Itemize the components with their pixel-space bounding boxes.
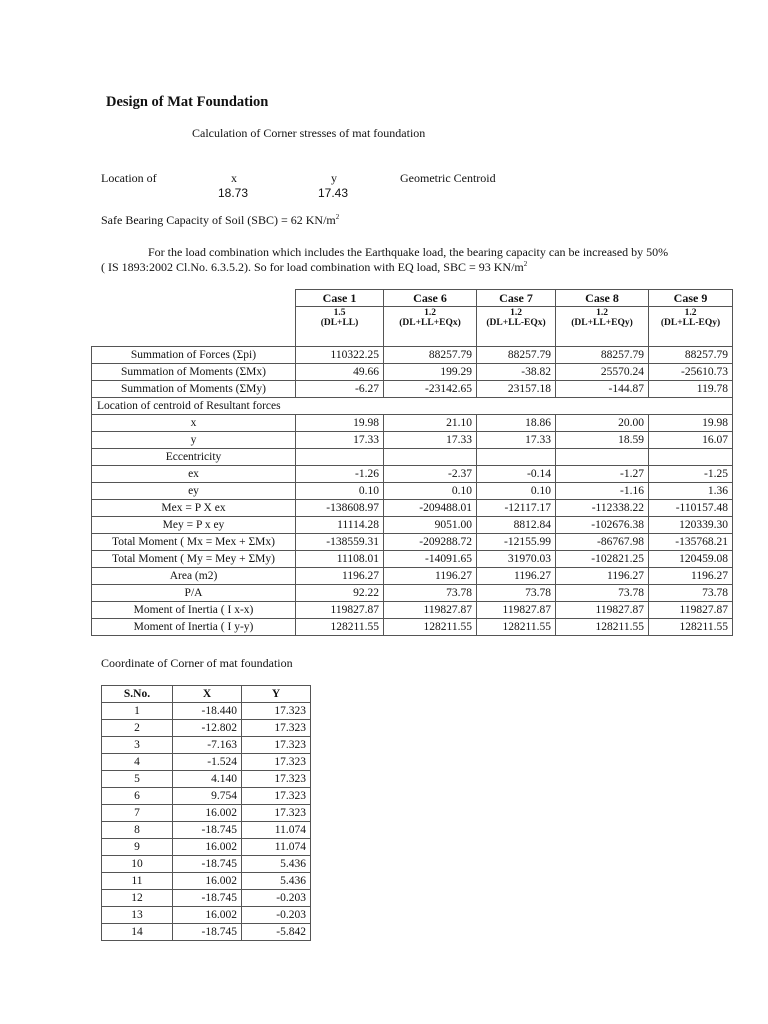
value-cell: 19.98 <box>649 415 733 432</box>
table-row <box>92 432 733 449</box>
coord-header-row <box>102 686 311 703</box>
location-y-value: 17.43 <box>318 186 349 200</box>
combo-header <box>296 307 384 347</box>
x-cell: -18.440 <box>173 703 242 720</box>
x-cell: 16.002 <box>173 907 242 924</box>
table-row <box>102 703 311 720</box>
row-label: Mey = P x ey <box>92 517 296 534</box>
value-cell: 0.10 <box>384 483 477 500</box>
sno-cell: 4 <box>102 754 173 771</box>
sno-cell: 10 <box>102 856 173 873</box>
case-header: Case 9 <box>649 290 733 307</box>
table-row <box>92 466 733 483</box>
value-cell: -12117.17 <box>477 500 556 517</box>
sno-cell: 7 <box>102 805 173 822</box>
row-label: Summation of Forces (Σpi) <box>92 347 296 364</box>
page-title: Design of Mat Foundation <box>106 94 269 110</box>
value-cell: 73.78 <box>556 585 649 602</box>
case-header: Case 8 <box>556 290 649 307</box>
value-cell: 1196.27 <box>296 568 384 585</box>
table-row <box>92 381 733 398</box>
value-cell: 1196.27 <box>384 568 477 585</box>
value-cell: -138608.97 <box>296 500 384 517</box>
table-row <box>92 398 733 415</box>
value-cell: 8812.84 <box>477 517 556 534</box>
table-row <box>102 754 311 771</box>
y-cell: -5.842 <box>242 924 311 941</box>
value-cell: -12155.99 <box>477 534 556 551</box>
value-cell: 19.98 <box>296 415 384 432</box>
y-cell: 11.074 <box>242 839 311 856</box>
row-label: Moment of Inertia ( I y-y) <box>92 619 296 636</box>
x-cell: 16.002 <box>173 873 242 890</box>
row-label: Total Moment ( My = Mey + ΣMy) <box>92 551 296 568</box>
table-row <box>92 364 733 381</box>
value-cell: 119827.87 <box>384 602 477 619</box>
y-cell: 17.323 <box>242 771 311 788</box>
combo-factor: 1.5 <box>333 308 346 318</box>
case-header-row <box>92 290 733 307</box>
value-cell: 88257.79 <box>649 347 733 364</box>
value-cell: 128211.55 <box>296 619 384 636</box>
value-cell: 18.86 <box>477 415 556 432</box>
case-header: Case 6 <box>384 290 477 307</box>
value-cell: 119.78 <box>649 381 733 398</box>
value-cell: 0.10 <box>477 483 556 500</box>
load-case-table <box>91 289 733 636</box>
y-cell: 11.074 <box>242 822 311 839</box>
value-cell: 1.36 <box>649 483 733 500</box>
value-cell: -135768.21 <box>649 534 733 551</box>
y-cell: 17.323 <box>242 805 311 822</box>
value-cell: 21.10 <box>384 415 477 432</box>
row-label: P/A <box>92 585 296 602</box>
value-cell: 128211.55 <box>384 619 477 636</box>
value-cell: 31970.03 <box>477 551 556 568</box>
y-cell: 17.323 <box>242 754 311 771</box>
y-cell: 5.436 <box>242 856 311 873</box>
value-cell: -144.87 <box>556 381 649 398</box>
value-cell: -138559.31 <box>296 534 384 551</box>
table-row <box>102 771 311 788</box>
value-cell: 1196.27 <box>556 568 649 585</box>
x-cell: -1.524 <box>173 754 242 771</box>
value-cell: -1.27 <box>556 466 649 483</box>
combo-header <box>556 307 649 347</box>
combo-formula: (DL+LL+EQy) <box>571 318 633 328</box>
value-cell: 119827.87 <box>556 602 649 619</box>
sbc-text: Safe Bearing Capacity of Soil (SBC) = 62 KN/m <box>101 213 336 227</box>
value-cell: -1.25 <box>649 466 733 483</box>
value-cell: 88257.79 <box>477 347 556 364</box>
value-cell: 20.00 <box>556 415 649 432</box>
x-cell: -18.745 <box>173 890 242 907</box>
table-row <box>102 737 311 754</box>
x-cell: 9.754 <box>173 788 242 805</box>
location-x-label: x <box>231 171 237 185</box>
eq-paragraph-text: ( IS 1893:2002 Cl.No. 6.3.5.2). So for load combination with EQ load, SBC = 93 KN/m <box>101 260 524 274</box>
value-cell: -0.14 <box>477 466 556 483</box>
value-cell: -2.37 <box>384 466 477 483</box>
sno-cell: 13 <box>102 907 173 924</box>
value-cell: 92.22 <box>296 585 384 602</box>
value-cell: -14091.65 <box>384 551 477 568</box>
table-row <box>92 449 733 466</box>
row-label: ey <box>92 483 296 500</box>
location-y-label: y <box>331 171 337 185</box>
page-subtitle: Calculation of Corner stresses of mat foundation <box>192 126 426 140</box>
y-cell: 17.323 <box>242 720 311 737</box>
combo-header <box>477 307 556 347</box>
case-header: Case 7 <box>477 290 556 307</box>
x-cell: -18.745 <box>173 822 242 839</box>
y-cell: -0.203 <box>242 907 311 924</box>
corner-coordinate-table <box>101 685 311 941</box>
sno-cell: 9 <box>102 839 173 856</box>
location-x-value: 18.73 <box>218 186 249 200</box>
value-cell: 73.78 <box>477 585 556 602</box>
geometric-centroid-label: Geometric Centroid <box>400 171 496 185</box>
value-cell: -86767.98 <box>556 534 649 551</box>
value-cell: 9051.00 <box>384 517 477 534</box>
row-label: Eccentricity <box>92 449 296 466</box>
table-row <box>92 415 733 432</box>
table-row <box>92 483 733 500</box>
value-cell: 88257.79 <box>384 347 477 364</box>
sno-cell: 14 <box>102 924 173 941</box>
eq-sup: 2 <box>523 260 528 268</box>
table-row <box>102 873 311 890</box>
combo-header-row <box>92 307 733 347</box>
value-cell: -209488.01 <box>384 500 477 517</box>
section-label: Location of centroid of Resultant forces <box>92 398 733 415</box>
value-cell: 128211.55 <box>477 619 556 636</box>
value-cell: 199.29 <box>384 364 477 381</box>
value-cell <box>296 449 384 466</box>
x-cell: 4.140 <box>173 771 242 788</box>
value-cell: 1196.27 <box>649 568 733 585</box>
blank-cell <box>92 307 296 347</box>
value-cell: -6.27 <box>296 381 384 398</box>
value-cell: 73.78 <box>649 585 733 602</box>
combo-header <box>384 307 477 347</box>
combo-formula: (DL+LL-EQy) <box>660 318 721 328</box>
eq-paragraph-line2 <box>101 260 527 275</box>
value-cell: -1.26 <box>296 466 384 483</box>
value-cell: 88257.79 <box>556 347 649 364</box>
value-cell: 120459.08 <box>649 551 733 568</box>
value-cell <box>384 449 477 466</box>
value-cell: 49.66 <box>296 364 384 381</box>
combo-factor: 1.2 <box>684 308 697 318</box>
value-cell: 73.78 <box>384 585 477 602</box>
value-cell: 23157.18 <box>477 381 556 398</box>
row-label: y <box>92 432 296 449</box>
value-cell: 11114.28 <box>296 517 384 534</box>
value-cell: 17.33 <box>477 432 556 449</box>
value-cell: -110157.48 <box>649 500 733 517</box>
value-cell: 128211.55 <box>649 619 733 636</box>
table-row <box>102 788 311 805</box>
coord-heading: Coordinate of Corner of mat foundation <box>101 656 293 670</box>
sno-cell: 5 <box>102 771 173 788</box>
x-cell: -12.802 <box>173 720 242 737</box>
row-label: ex <box>92 466 296 483</box>
combo-header <box>649 307 733 347</box>
table-row <box>92 517 733 534</box>
sbc-line <box>101 213 339 228</box>
value-cell: -209288.72 <box>384 534 477 551</box>
row-label: Moment of Inertia ( I x-x) <box>92 602 296 619</box>
table-row <box>102 907 311 924</box>
value-cell: -23142.65 <box>384 381 477 398</box>
sno-cell: 8 <box>102 822 173 839</box>
value-cell: -102676.38 <box>556 517 649 534</box>
x-cell: 16.002 <box>173 805 242 822</box>
value-cell <box>556 449 649 466</box>
value-cell: 0.10 <box>296 483 384 500</box>
y-cell: -0.203 <box>242 890 311 907</box>
value-cell: 17.33 <box>384 432 477 449</box>
sbc-sup: 2 <box>335 213 340 221</box>
row-label: Summation of Moments (ΣMx) <box>92 364 296 381</box>
value-cell: 25570.24 <box>556 364 649 381</box>
value-cell: 110322.25 <box>296 347 384 364</box>
sno-cell: 1 <box>102 703 173 720</box>
table-row <box>92 619 733 636</box>
header-sno: S.No. <box>102 686 173 703</box>
table-row <box>102 924 311 941</box>
eq-paragraph-line1: For the load combination which includes the Earthquake load, the bearing capacity can be increased by 50% <box>148 245 669 259</box>
table-row <box>102 839 311 856</box>
combo-formula: (DL+LL+EQx) <box>399 318 461 328</box>
y-cell: 17.323 <box>242 788 311 805</box>
sno-cell: 12 <box>102 890 173 907</box>
row-label: x <box>92 415 296 432</box>
value-cell: -25610.73 <box>649 364 733 381</box>
value-cell: 16.07 <box>649 432 733 449</box>
row-label: Mex = P X ex <box>92 500 296 517</box>
value-cell: 119827.87 <box>649 602 733 619</box>
combo-formula: (DL+LL-EQx) <box>486 318 546 328</box>
value-cell: -1.16 <box>556 483 649 500</box>
combo-formula: (DL+LL) <box>320 318 359 328</box>
sno-cell: 6 <box>102 788 173 805</box>
case-header: Case 1 <box>296 290 384 307</box>
table-row <box>92 500 733 517</box>
value-cell: 119827.87 <box>296 602 384 619</box>
table-row <box>102 720 311 737</box>
y-cell: 5.436 <box>242 873 311 890</box>
location-label: Location of <box>101 171 157 185</box>
value-cell <box>649 449 733 466</box>
value-cell: -102821.25 <box>556 551 649 568</box>
value-cell: 128211.55 <box>556 619 649 636</box>
table-row <box>102 856 311 873</box>
x-cell: -18.745 <box>173 856 242 873</box>
row-label: Summation of Moments (ΣMy) <box>92 381 296 398</box>
header-y: Y <box>242 686 311 703</box>
sno-cell: 3 <box>102 737 173 754</box>
combo-factor: 1.2 <box>596 308 608 318</box>
header-x: X <box>173 686 242 703</box>
y-cell: 17.323 <box>242 703 311 720</box>
value-cell: 18.59 <box>556 432 649 449</box>
combo-factor: 1.2 <box>424 308 436 318</box>
combo-factor: 1.2 <box>510 308 522 318</box>
table-row <box>102 822 311 839</box>
sno-cell: 2 <box>102 720 173 737</box>
table-row <box>92 551 733 568</box>
x-cell: 16.002 <box>173 839 242 856</box>
x-cell: -7.163 <box>173 737 242 754</box>
row-label: Total Moment ( Mx = Mex + ΣMx) <box>92 534 296 551</box>
value-cell: 17.33 <box>296 432 384 449</box>
sno-cell: 11 <box>102 873 173 890</box>
table-row <box>92 347 733 364</box>
value-cell: 1196.27 <box>477 568 556 585</box>
x-cell: -18.745 <box>173 924 242 941</box>
value-cell: 11108.01 <box>296 551 384 568</box>
y-cell: 17.323 <box>242 737 311 754</box>
table-row <box>92 602 733 619</box>
value-cell <box>477 449 556 466</box>
blank-cell <box>92 290 296 307</box>
value-cell: 120339.30 <box>649 517 733 534</box>
row-label: Area (m2) <box>92 568 296 585</box>
table-row <box>102 805 311 822</box>
table-row <box>92 534 733 551</box>
table-row <box>92 568 733 585</box>
table-row <box>102 890 311 907</box>
value-cell: 119827.87 <box>477 602 556 619</box>
value-cell: -112338.22 <box>556 500 649 517</box>
table-row <box>92 585 733 602</box>
value-cell: -38.82 <box>477 364 556 381</box>
